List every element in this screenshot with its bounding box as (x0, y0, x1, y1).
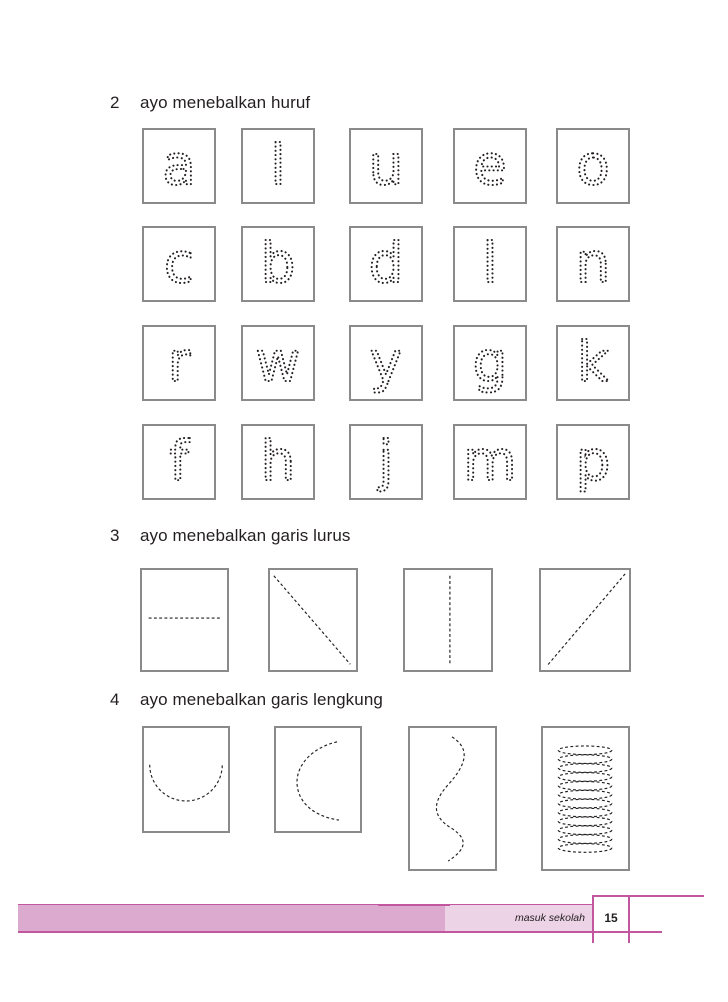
letter-tracing-box[interactable] (453, 226, 527, 302)
section-label: ayo menebalkan garis lurus (140, 526, 351, 545)
dotted-letter (558, 327, 628, 399)
letter-tracing-box[interactable] (241, 226, 315, 302)
letter-tracing-box[interactable] (241, 325, 315, 401)
coil-loop (558, 764, 611, 773)
section-number: 4 (110, 690, 120, 709)
dotted-letter-glyph: f (169, 428, 189, 493)
dotted-letter (243, 327, 313, 399)
coil-loop (558, 808, 611, 817)
tracing-box-spiral-coil[interactable] (541, 726, 630, 871)
dotted-letter (144, 228, 214, 300)
dotted-letter (243, 228, 313, 300)
letter-tracing-box[interactable] (241, 424, 315, 500)
dotted-letter (558, 228, 628, 300)
footer-page-top-line (594, 895, 704, 897)
letter-tracing-box[interactable] (453, 325, 527, 401)
vertical-dashed-line (405, 570, 491, 670)
dotted-letter-glyph: w (255, 329, 301, 394)
dotted-letter (351, 228, 421, 300)
smile-dashed-curve (144, 728, 228, 831)
letter-tracing-box[interactable] (349, 226, 423, 302)
coil-loop (558, 773, 611, 782)
dotted-letter (243, 426, 313, 498)
coil-loop (558, 817, 611, 826)
footer-bottom-line (18, 931, 592, 933)
letter-tracing-box[interactable] (142, 325, 216, 401)
coil-loop (558, 799, 611, 808)
letter-tracing-box[interactable] (349, 325, 423, 401)
footer-band (18, 905, 445, 931)
dotted-letter-glyph: k (577, 329, 609, 394)
dotted-letter-glyph: c (163, 230, 195, 295)
footer-divider-right (628, 895, 630, 943)
coil-loop (558, 782, 611, 791)
dotted-letter (351, 130, 421, 202)
dotted-letter (351, 426, 421, 498)
dotted-letter (558, 426, 628, 498)
dotted-letter (455, 426, 525, 498)
dotted-letter-glyph: d (368, 230, 404, 295)
s-wave-dashed-curve (410, 728, 495, 869)
page-number: 15 (604, 911, 618, 925)
section-label: ayo menebalkan huruf (140, 93, 311, 112)
letter-tracing-box[interactable] (556, 424, 630, 500)
letter-tracing-box[interactable] (453, 424, 527, 500)
letter-tracing-box[interactable] (142, 128, 216, 204)
tracing-box-s-wave[interactable] (408, 726, 497, 871)
coil-loop (558, 826, 611, 835)
dotted-letter (455, 327, 525, 399)
dotted-letter-glyph: o (576, 132, 610, 197)
dotted-letter (243, 130, 313, 202)
section-title-curved-lines (110, 690, 383, 710)
tracing-box-vertical-line[interactable] (403, 568, 493, 672)
letter-tracing-box[interactable] (349, 128, 423, 204)
footer-book-title: masuk sekolah (514, 912, 585, 924)
c-dashed-curve (276, 728, 360, 831)
section-title-straight-lines (110, 526, 351, 546)
diagonal-down-dashed-line (270, 570, 356, 670)
tracing-box-diagonal-down-line[interactable] (268, 568, 358, 672)
spiral-coil-dashed-curve (543, 728, 628, 869)
tracing-box-diagonal-up-line[interactable] (539, 568, 631, 672)
tracing-box-c-curve[interactable] (274, 726, 362, 833)
section-number: 2 (110, 93, 120, 112)
coil-loop (558, 835, 611, 844)
dotted-letter-glyph: l (482, 230, 498, 295)
dotted-letter-glyph: e (473, 132, 507, 197)
dotted-letter (558, 130, 628, 202)
section-label: ayo menebalkan garis lengkung (140, 690, 383, 709)
dotted-letter-glyph: l (270, 132, 286, 197)
dotted-letter-glyph: h (260, 428, 296, 493)
letter-tracing-box[interactable] (142, 226, 216, 302)
dotted-letter-glyph: u (368, 132, 404, 197)
letter-tracing-box[interactable] (556, 128, 630, 204)
dotted-letter (455, 130, 525, 202)
tracing-box-smile-curve[interactable] (142, 726, 230, 833)
letter-tracing-box[interactable] (453, 128, 527, 204)
footer-accent-line (378, 904, 450, 906)
dotted-letter-glyph: g (472, 329, 508, 394)
coil-loop (558, 755, 611, 764)
dotted-letter (144, 327, 214, 399)
coil-loop (558, 746, 611, 755)
dotted-letter (144, 130, 214, 202)
letter-tracing-box[interactable] (349, 424, 423, 500)
letter-tracing-box[interactable] (241, 128, 315, 204)
dotted-letter-glyph: m (463, 428, 517, 493)
dotted-letter-glyph: b (260, 230, 296, 295)
dotted-letter-glyph: a (162, 132, 196, 197)
dotted-letter (455, 228, 525, 300)
letter-tracing-box[interactable] (556, 325, 630, 401)
dotted-letter-glyph: j (378, 428, 394, 493)
section-number: 3 (110, 526, 120, 545)
coil-loop (558, 790, 611, 799)
coil-loop (558, 844, 611, 853)
letter-tracing-box[interactable] (142, 424, 216, 500)
dotted-letter-glyph: p (575, 428, 611, 493)
dotted-letter (144, 426, 214, 498)
dotted-letter-glyph: n (575, 230, 611, 295)
tracing-box-horizontal-line[interactable] (140, 568, 229, 672)
diagonal-up-dashed-line (541, 570, 629, 670)
letter-tracing-box[interactable] (556, 226, 630, 302)
horizontal-dashed-line (142, 570, 227, 670)
dotted-letter (351, 327, 421, 399)
section-title-letters (110, 93, 310, 113)
dotted-letter-glyph: r (167, 329, 191, 394)
dotted-letter-glyph: y (369, 329, 403, 394)
